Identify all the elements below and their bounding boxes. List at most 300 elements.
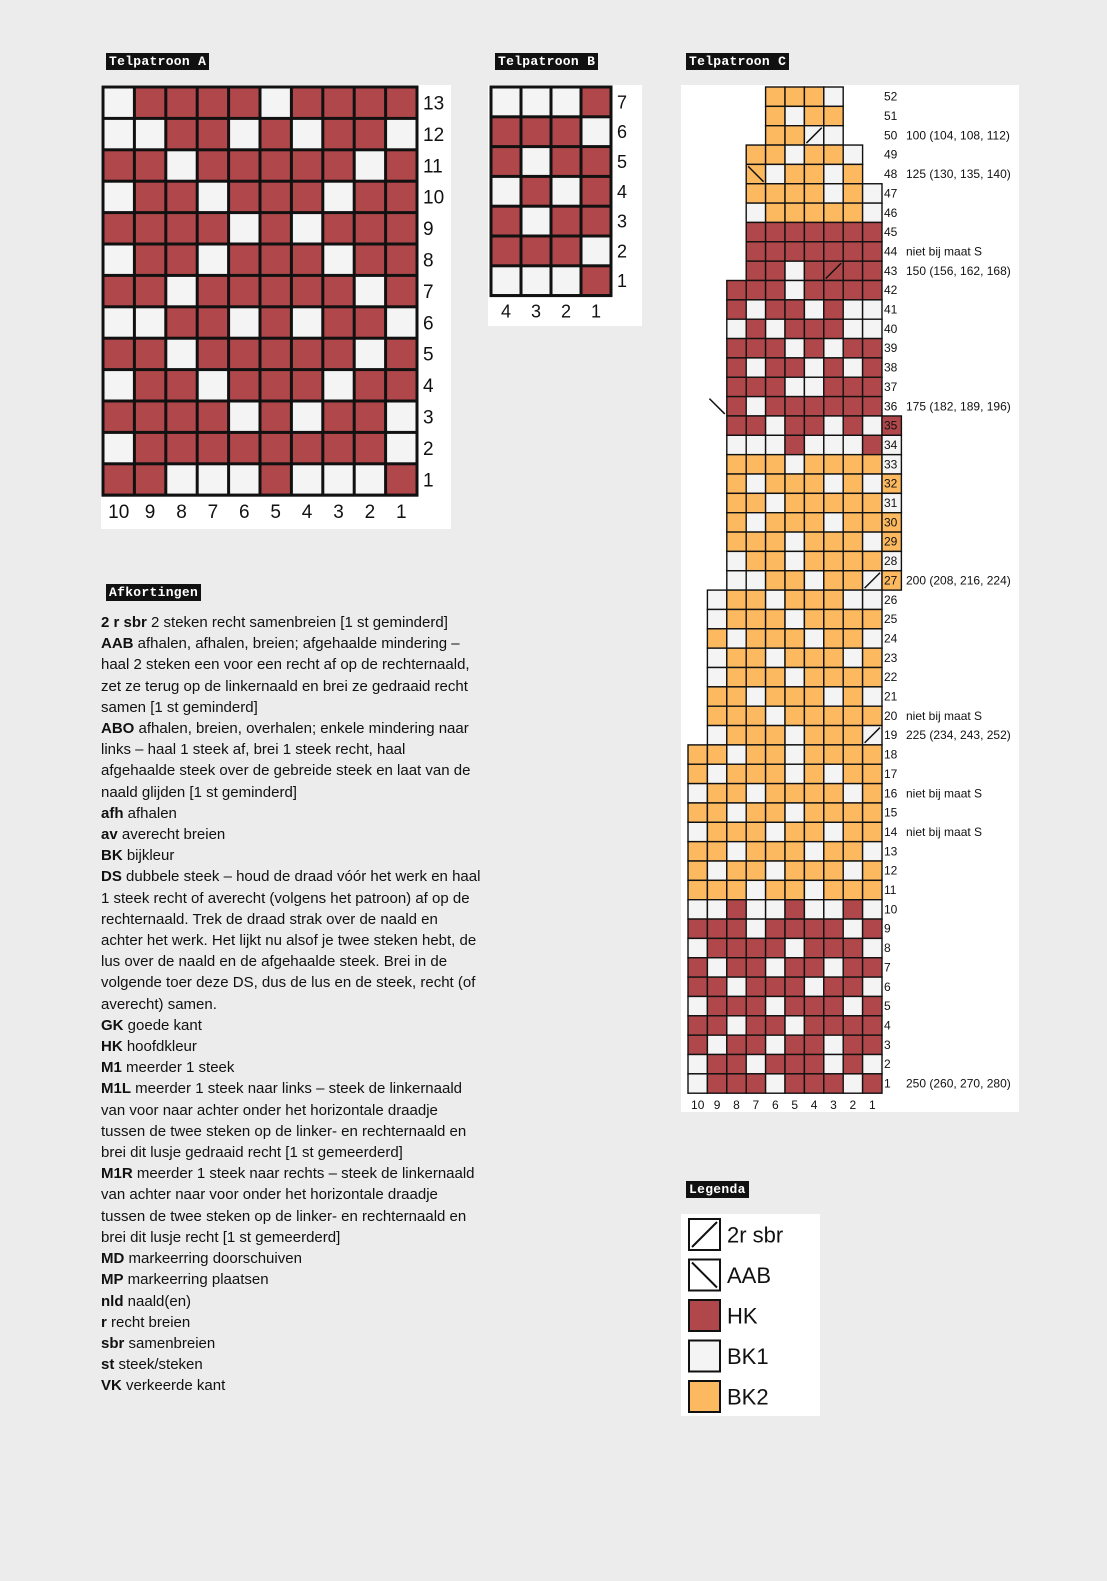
stitch-cell [843,958,862,977]
row-number: 4 [884,1018,891,1033]
stitch-cell [688,1055,707,1074]
stitch-cell [324,183,352,211]
stitch-cell [863,261,882,280]
abbreviation-term: M1L [101,1080,131,1098]
stitch-cell [688,880,707,899]
stitch-cell [863,996,882,1015]
stitch-cell [707,1055,726,1074]
row-number: 30 [884,515,898,530]
stitch-cell [746,551,765,570]
stitch-cell [167,465,195,493]
stitch-cell [824,648,843,667]
stitch-cell [804,706,823,725]
stitch-cell [824,977,843,996]
column-number: 9 [144,502,156,524]
abbreviation-entry [101,1291,481,1312]
stitch-cell [766,319,785,338]
stitch-cell [324,434,352,462]
stitch-cell [727,551,746,570]
stitch-cell [493,178,520,205]
decrease-aab-symbol [709,399,724,414]
stitch-cell [785,339,804,358]
stitch-cell [688,996,707,1015]
stitch-cell [824,803,843,822]
stitch-cell [230,246,258,274]
stitch-cell [824,1074,843,1093]
stitch-cell [387,465,415,493]
column-number: 5 [270,502,281,524]
stitch-cell [356,183,384,211]
stitch-cell [804,822,823,841]
row-number: 44 [884,244,898,259]
stitch-cell [804,1055,823,1074]
stitch-cell [804,880,823,899]
row-number: 45 [884,225,898,240]
stitch-cell [324,120,352,148]
stitch-cell [493,238,520,265]
row-number: 1 [423,470,434,492]
row-number: 4 [423,376,434,398]
stitch-cell [262,277,290,305]
stitch-cell [293,308,321,336]
stitch-cell [824,397,843,416]
stitch-cell [804,977,823,996]
stitch-cell [804,203,823,222]
stitch-cell [785,493,804,512]
stitch-count-note: 125 (130, 135, 140) [906,167,1011,182]
stitch-cell [843,590,862,609]
stitch-cell [824,764,843,783]
stitch-cell [804,551,823,570]
stitch-cell [262,120,290,148]
stitch-cell [785,87,804,106]
stitch-cell [746,880,765,899]
stitch-cell [136,434,164,462]
row-number: 6 [884,979,891,994]
stitch-cell [804,261,823,280]
abbreviation-entry [101,1312,481,1333]
stitch-cell [707,668,726,687]
stitch-cell [843,919,862,938]
stitch-cell [766,726,785,745]
legend-label: BK2 [727,1384,769,1410]
row-number: 42 [884,283,898,298]
stitch-cell [707,1016,726,1035]
stitch-cell [493,89,520,116]
stitch-cell [727,609,746,628]
row-number: 40 [884,321,898,336]
stitch-cell [707,764,726,783]
stitch-cell [746,803,765,822]
stitch-cell [785,416,804,435]
column-number: 4 [810,1098,818,1112]
stitch-cell [105,277,133,305]
stitch-cell [262,465,290,493]
stitch-cell [746,145,765,164]
stitch-cell [804,900,823,919]
stitch-cell [230,214,258,242]
stitch-cell [688,1035,707,1054]
stitch-cell [843,474,862,493]
stitch-cell [863,900,882,919]
stitch-cell [785,319,804,338]
legend-swatch [689,1341,720,1372]
stitch-cell [387,183,415,211]
row-number: 20 [884,708,898,723]
stitch-cell [804,938,823,957]
abbreviation-entry [101,1269,481,1290]
stitch-cell [387,308,415,336]
stitch-cell [843,513,862,532]
stitch-cell [843,842,862,861]
stitch-cell [766,861,785,880]
stitch-cell [843,803,862,822]
stitch-cell [105,465,133,493]
stitch-cell [324,465,352,493]
stitch-cell [824,126,843,145]
stitch-cell [804,861,823,880]
stitch-cell [746,842,765,861]
stitch-cell [863,1035,882,1054]
stitch-cell [688,958,707,977]
stitch-cell [105,120,133,148]
abbreviation-term: M1R [101,1165,133,1183]
stitch-cell [824,184,843,203]
stitch-cell [785,1035,804,1054]
stitch-cell [766,416,785,435]
row-number: 31 [884,496,898,511]
stitch-cell [843,784,862,803]
stitch-cell [863,474,882,493]
stitch-cell [230,89,258,117]
stitch-cell [746,358,765,377]
stitch-cell [293,434,321,462]
stitch-cell [105,403,133,431]
stitch-cell [356,214,384,242]
abbreviation-definition: afhalen, afhalen, breien; afgehaalde mindering – haal 2 steken een voor een recht af op de rechternaald, zet ze terug op de linkernaald en brei ze gedraaid recht samen [1 st geminderd] [101,635,470,716]
stitch-cell [766,435,785,454]
stitch-cell [746,609,765,628]
stitch-cell [804,397,823,416]
stitch-cell [136,151,164,179]
stitch-cell [293,151,321,179]
abbreviation-term: VK [101,1377,122,1395]
row-number: 3 [423,407,434,429]
abbreviation-term: DS [101,868,122,886]
row-number: 46 [884,205,898,220]
stitch-cell [167,371,195,399]
row-number: 12 [884,863,898,878]
stitch-cell [863,281,882,300]
stitch-cell [804,764,823,783]
stitch-cell [824,880,843,899]
stitch-cell [863,416,882,435]
stitch-cell [843,822,862,841]
stitch-cell [583,148,610,175]
row-number: 11 [884,883,897,898]
stitch-cell [824,1055,843,1074]
stitch-cell [766,880,785,899]
stitch-cell [356,308,384,336]
stitch-cell [746,784,765,803]
stitch-cell [843,668,862,687]
row-number: 13 [884,844,898,859]
stitch-cell [746,938,765,957]
stitch-cell [863,629,882,648]
stitch-cell [766,261,785,280]
stitch-cell [324,151,352,179]
legend-panel [681,1214,820,1416]
stitch-cell [843,551,862,570]
stitch-cell [824,339,843,358]
stitch-cell [230,403,258,431]
abbreviation-definition: markeerring plaatsen [123,1271,269,1289]
stitch-cell [136,120,164,148]
stitch-cell [707,609,726,628]
stitch-cell [707,996,726,1015]
stitch-cell [766,803,785,822]
stitch-cell [746,590,765,609]
stitch-cell [766,977,785,996]
stitch-cell [707,687,726,706]
stitch-cell [746,745,765,764]
stitch-cell [583,238,610,265]
row-number: 10 [884,902,898,917]
stitch-cell [356,465,384,493]
stitch-count-note: niet bij maat S [906,708,983,723]
stitch-cell [523,178,550,205]
stitch-cell [105,434,133,462]
abbreviation-term: afh [101,804,124,822]
stitch-cell [766,958,785,977]
stitch-cell [863,958,882,977]
stitch-cell [727,319,746,338]
abbreviation-entry [101,845,481,866]
stitch-cell [766,126,785,145]
stitch-cell [785,242,804,261]
stitch-cell [746,455,765,474]
stitch-cell [688,1074,707,1093]
stitch-cell [356,434,384,462]
stitch-cell [746,822,765,841]
stitch-cell [863,784,882,803]
stitch-cell [199,183,227,211]
row-number: 38 [884,360,898,375]
stitch-cell [707,1035,726,1054]
stitch-cell [863,648,882,667]
stitch-cell [804,996,823,1015]
stitch-cell [727,1055,746,1074]
column-number: 10 [108,502,130,524]
stitch-cell [766,474,785,493]
row-number: 33 [884,457,898,472]
stitch-cell [356,371,384,399]
stitch-cell [766,571,785,590]
stitch-cell [230,371,258,399]
stitch-cell [804,493,823,512]
column-number: 1 [590,301,602,322]
stitch-cell [766,609,785,628]
stitch-cell [167,308,195,336]
abbreviation-entry [101,1078,481,1163]
row-number: 50 [884,128,898,143]
stitch-count-note: niet bij maat S [906,824,983,839]
stitch-cell [293,89,321,117]
abbreviation-entry [101,1036,481,1057]
stitch-cell [262,89,290,117]
row-number: 22 [884,670,898,685]
stitch-cell [785,435,804,454]
column-number: 2 [849,1098,857,1112]
stitch-cell [766,242,785,261]
stitch-cell [804,319,823,338]
stitch-cell [785,861,804,880]
stitch-cell [863,532,882,551]
stitch-cell [863,184,882,203]
column-number: 3 [530,301,542,322]
stitch-cell [688,861,707,880]
stitch-cell [136,214,164,242]
stitch-cell [746,648,765,667]
row-number: 5 [617,151,628,172]
stitch-cell [583,208,610,235]
stitch-cell [746,532,765,551]
stitch-cell [863,242,882,261]
stitch-cell [262,340,290,368]
row-number: 32 [884,476,898,491]
stitch-cell [804,745,823,764]
abbreviation-term: AAB [101,635,134,653]
stitch-cell [707,822,726,841]
stitch-cell [863,938,882,957]
chart-a [101,85,451,529]
stitch-cell [804,87,823,106]
stitch-cell [843,339,862,358]
stitch-cell [766,493,785,512]
abbreviation-definition: meerder 1 steek naar links – steek de linkernaald van voor naar achter onder het horizontale draadje tussen de twee steken op de linker- en rechternaald en brei dit lusje gedraaid recht [1 st gemeerderd] [101,1080,467,1162]
stitch-cell [863,319,882,338]
stitch-cell [707,726,726,745]
stitch-cell [583,118,610,145]
stitch-cell [199,89,227,117]
stitch-cell [167,403,195,431]
stitch-cell [493,118,520,145]
stitch-cell [824,106,843,125]
stitch-cell [262,371,290,399]
stitch-cell [167,151,195,179]
stitch-cell [167,246,195,274]
stitch-cell [766,300,785,319]
stitch-cell [863,706,882,725]
stitch-cell [727,764,746,783]
stitch-cell [727,822,746,841]
stitch-cell [863,745,882,764]
abbreviation-entry [101,633,481,718]
stitch-cell [785,842,804,861]
stitch-cell [863,493,882,512]
stitch-cell [843,996,862,1015]
stitch-cell [746,377,765,396]
stitch-cell [863,687,882,706]
stitch-cell [863,919,882,938]
stitch-cell [727,474,746,493]
stitch-cell [824,861,843,880]
stitch-cell [804,300,823,319]
column-number: 7 [207,502,219,524]
stitch-cell [727,1016,746,1035]
stitch-cell [843,687,862,706]
stitch-cell [824,281,843,300]
stitch-cell [262,183,290,211]
stitch-cell [746,397,765,416]
abbreviation-definition: naald(en) [123,1292,192,1310]
row-number: 2 [884,1057,891,1072]
stitch-cell [727,861,746,880]
stitch-cell [523,238,550,265]
stitch-cell [824,784,843,803]
stitch-cell [863,455,882,474]
stitch-cell [727,455,746,474]
abbreviation-definition: afhalen, breien, overhalen; enkele mindering naar links – haal 1 steek af, brei 1 steek recht, haal afgehaalde steek over de gebreide steek en laat van de naald glijden [1 st geminderd] [101,720,471,801]
stitch-cell [727,532,746,551]
stitch-cell [262,246,290,274]
stitch-cell [804,784,823,803]
title-telpatroon-b: Telpatroon B [495,53,598,70]
stitch-cell [583,89,610,116]
abbreviation-entry [101,718,481,803]
stitch-cell [746,687,765,706]
abbreviation-definition: steek/steken [114,1356,203,1374]
stitch-cell [746,919,765,938]
stitch-cell [356,120,384,148]
stitch-cell [824,513,843,532]
chart-b [488,85,642,326]
stitch-cell [824,551,843,570]
abbreviation-definition: meerder 1 steek [121,1059,235,1077]
stitch-cell [387,151,415,179]
stitch-cell [746,1035,765,1054]
stitch-cell [727,513,746,532]
stitch-cell [863,842,882,861]
stitch-count-note: 225 (234, 243, 252) [906,728,1011,743]
stitch-cell [230,277,258,305]
stitch-cell [804,609,823,628]
row-number: 24 [884,631,898,646]
stitch-cell [785,222,804,241]
stitch-cell [804,242,823,261]
abbreviation-term: r [101,1313,107,1331]
stitch-cell [707,938,726,957]
stitch-cell [766,455,785,474]
stitch-cell [727,726,746,745]
row-number: 37 [884,379,898,394]
stitch-cell [863,513,882,532]
stitch-cell [804,842,823,861]
abbreviation-definition: verkeerde kant [121,1377,226,1395]
stitch-cell [707,590,726,609]
row-number: 5 [423,344,434,366]
stitch-cell [843,571,862,590]
stitch-cell [824,958,843,977]
stitch-cell [785,784,804,803]
legend-swatch [689,1381,720,1412]
stitch-cell [727,919,746,938]
stitch-cell [766,145,785,164]
stitch-cell [136,277,164,305]
stitch-cell [785,977,804,996]
stitch-cell [785,532,804,551]
stitch-cell [843,145,862,164]
